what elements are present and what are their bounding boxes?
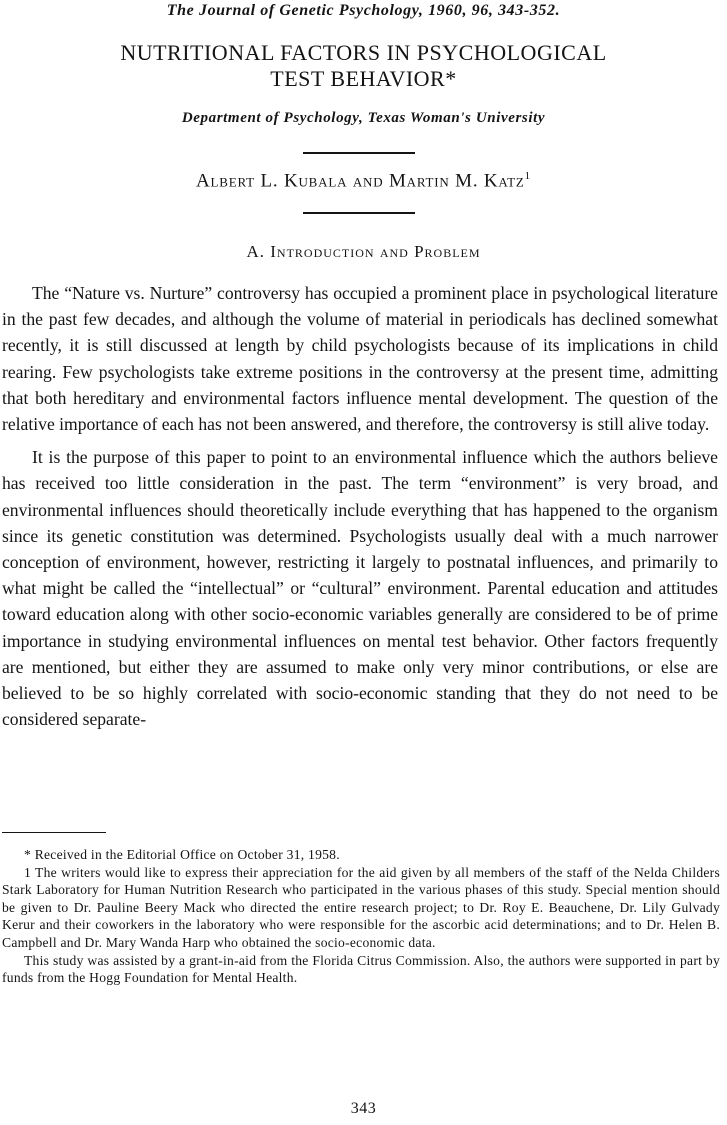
section-heading: A. Introduction and Problem (246, 242, 481, 261)
author-byline (0, 170, 727, 192)
body-text (2, 280, 718, 739)
author-affiliation: Department of Psychology, Texas Woman's University (181, 110, 546, 126)
page-number: 343 (350, 1100, 377, 1117)
author-names: Albert L. Kubala and Martin M. Katz (196, 170, 525, 192)
title-divider-top (303, 152, 415, 154)
footnotes (2, 846, 720, 987)
footnote-funding: This study was assisted by a grant-in-aid from the Florida Citrus Commission. Also, the authors were supported in part by funds from the Hogg Foundation for Mental Health. (2, 952, 720, 986)
body-paragraph-2: It is the purpose of this paper to point to an environmental influence which the authors believe has received too little consideration in the past. The term “environment” is very broad, and environmental influences should theoretically include everything that has happened to the organism since its genetic constitution was determined. Psychologists usually deal with a much narrower conception of environment, however, restricting it largely to postnatal influences, and primarily to what might be called the “intellectual” or “cultural” environment. Parental education and attitudes toward education along with other socio-economic variables generally are considered to be of prime importance in studying environmental influences on mental test behavior. Other factors frequently are mentioned, but either they are assumed to make only very minor contributions, or else are believed to be so highly correlated with socio-economic standing that they do not need to be considered separate- (2, 447, 718, 730)
running-head: The Journal of Genetic Psychology, 1960, 96, 343-352. (166, 2, 561, 19)
footnote-received: * Received in the Editorial Office on October 31, 1958. (24, 847, 340, 862)
footnote-divider (2, 832, 106, 833)
article-title (0, 40, 727, 92)
article-title-line-1: NUTRITIONAL FACTORS IN PSYCHOLOGICAL (120, 40, 607, 65)
title-divider-bottom (303, 212, 415, 214)
body-paragraph-1: The “Nature vs. Nurture” controversy has occupied a prominent place in psychological literature in the past few decades, and although the volume of material in periodicals has declined somewhat recently, it is still discussed at length by child psychologists because of its implications in child rearing. Few psychologists take extreme positions in the controversy at the present time, admitting that both hereditary and environmental factors influence mental development. The question of the relative importance of each has not been answered, and therefore, the controversy is still alive today. (2, 283, 718, 435)
article-title-line-2: TEST BEHAVIOR* (270, 66, 457, 91)
author-footnote-marker: 1 (524, 170, 531, 182)
footnote-acknowledgments: 1 The writers would like to express their appreciation for the aid given by all members of the staff of the Nelda Childers Stark Laboratory for Human Nutrition Research who participated in the various phases of this study. Special mention should be given to Dr. Pauline Beery Mack who directed the entire research project; to Dr. Roy E. Beauchene, Dr. Lily Gulvady Kerur and their coworkers in the laboratory who were responsible for the ascorbic acid determinations; and to Dr. Helen B. Campbell and Dr. Mary Wanda Harp who obtained the socio-economic data. (2, 864, 720, 950)
